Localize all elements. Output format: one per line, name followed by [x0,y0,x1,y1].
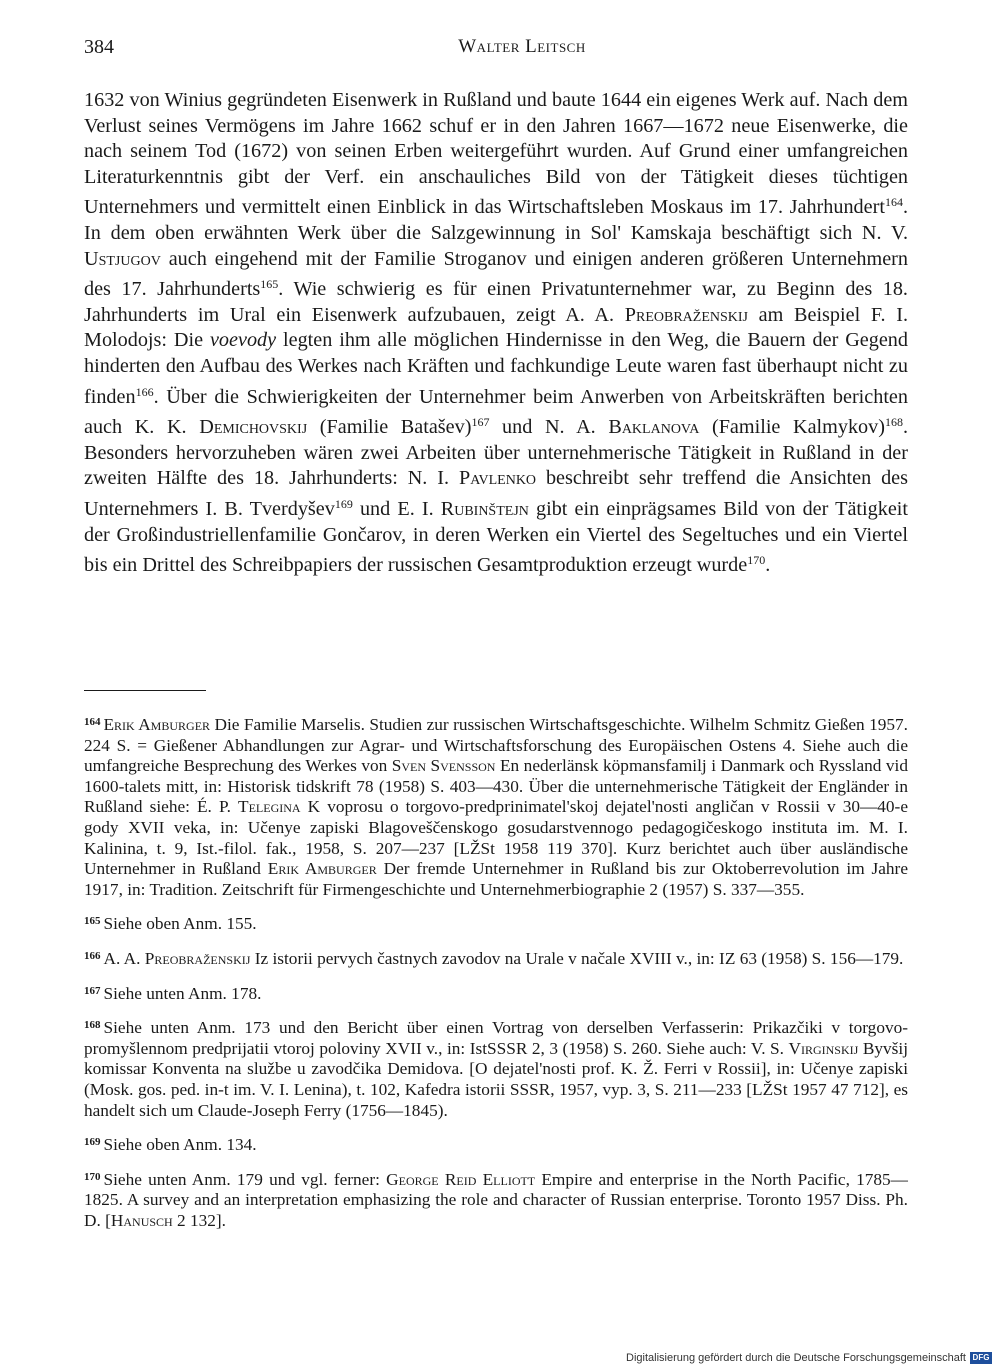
footnote-ref[interactable]: 168 [884,415,903,430]
footnote-number: 167 [84,984,101,997]
dfg-logo-icon: DFG [970,1352,992,1364]
author-name: George Reid Elliott [386,1169,536,1189]
footnotes [84,712,908,1242]
footnote-168 [84,1015,908,1121]
author-name: Demichovskij [199,416,308,439]
text-run: gibt ein einprägsames Bild von der Tätigkeit der Großindustriellenfamilie Gončarov, in deren Werken ein Viertel des Segeltuches und ein Viertel bis ein Drittel des Schreibpapiers der russischen Gesamtproduktion erzeugt wurde [84,497,908,577]
footnote-ref[interactable]: 170 [747,553,766,568]
author-name: Baklanova [608,416,700,439]
text-run: . [765,554,771,577]
footnote-167 [84,981,908,1005]
footnote-ref[interactable]: 167 [471,415,490,430]
text-run: . Über die Schwierigkeiten der Unternehmer beim Anwerben von Arbeitskräften berichten auch K. K. [84,385,908,439]
text-run: und E. I. [352,497,441,520]
text-run: Iz istorii pervych častnych zavodov na Urale v načale XVIII v., in: IZ 63 (1958) S. 156—179. [250,948,904,968]
author-name: Erik Amburger [267,859,377,879]
footnote-separator [84,690,206,691]
footnote-number: 165 [84,915,101,928]
footnote-number: 166 [84,949,101,962]
text-run: (Familie Kalmykov) [699,416,885,439]
body-paragraph [84,88,908,579]
author-name: A. A. Preobraženskij [103,948,251,968]
footnote-ref[interactable]: 165 [260,277,279,292]
text-run: legten ihm alle möglichen Hindernisse in den Weg, die Bauern der Gegend hinderten den Aufbau des Werkes nach Kräften und fachkundige Leute waren fast überhaupt nicht zu finden [84,329,908,408]
text-run: 1632 von Winius gegründeten Eisenwerk in Rußland und baute 1644 ein eigenes Werk auf. Nach dem Verlust seines Vermögens im Jahre 1662 schuf er in den Jahren 1667—1672 neue Eisenwerke, die nach seinem Tod (1672) von seinen Erben weitergeführt wurden. Auf Grund einer umfangreichen Literaturkenntnis gibt der Verf. ein anschauliches Bild von der Tätigkeit dieses tüchtigen Unternehmers und vermittelt einen Einblick in das Wirtschaftsleben Moskaus im 17. Jahrhundert [84,89,908,219]
footnote-ref[interactable]: 166 [135,384,154,399]
text-run: und N. A. [489,416,609,439]
author-name: Ustjugov [84,247,161,270]
author-name: Virginskij [788,1038,859,1058]
text-run: auch eingehend mit der Familie Stroganov und einigen anderen größeren Unternehmern des 17. Jahrhunderts [84,247,908,301]
text-run: K voprosu o torgovo-predprinimatel'skoj dejatel'nosti angličan v Rossii v 30—40-e gody XVII veka, in: Učenye zapiski Blagoveščenskogo gosudarstvennogo pedagogičeskogo instituta im. M. I. Kalinina, t. 9, Ist.-filol. fak., 1958, S. 207—237 [LŽSt 1958 119 370]. Kurz berichtet auch über ausländische Unternehmer in Rußland [84,797,908,879]
text-run: En nederlänsk köpmansfamilj i Danmark och Ryssland vid 1600-talets mitt, in: Historisk tidskrift 78 (1958) S. 403—430. Über die unternehmerische Tätigkeit der Engländer in Rußland siehe: É. P. [84,756,909,817]
text-run: . Besonders hervorzuheben wären zwei Arbeiten über unternehmerische Tätigkeit in Rußland in der zweiten Hälfte des 18. Jahrhunderts: N. I. [84,416,909,490]
footnote-number: 169 [84,1136,101,1149]
footnote-number: 168 [84,1019,101,1032]
text-run: . Wie schwierig es für einen Privatunternehmer war, zu Beginn des 18. Jahrhunderts im Ural ein Eisenwerk aufzubauen, zeigt A. A. [84,278,908,326]
text-run: Siehe oben Anm. 134. [103,1135,257,1155]
author-name: Telegina [238,797,301,817]
main-text [84,88,908,579]
text-run: Siehe oben Anm. 155. [103,914,257,934]
author-name: Rubinštejn [440,497,529,520]
digitization-note: Digitalisierung gefördert durch die Deutsche Forschungsgemeinschaft [626,1352,966,1364]
author-name: Pavlenko [458,467,537,490]
text-run: . In dem oben erwähnten Werk über die Salzgewinnung in Sol' Kamskaja beschäftigt sich N. V. [84,196,908,244]
page-header [84,36,920,64]
text-run: Empire and enterprise in the North Pacific, 1785—1825. A survey and an interpretation emphasizing the role and character of Russian enterprise. Toronto 1957 Diss. Ph. D. [ [84,1169,908,1230]
text-run: beschreibt sehr treffend die Ansichten des Unternehmers I. B. Tverdyšev [84,467,908,520]
text-run: Siehe unten Anm. 178. [103,983,262,1003]
text-run: Die Familie Marselis. Studien zur russischen Wirtschaftsgeschichte. Wilhelm Schmitz Gießen 1957. 224 S. = Gießener Abhandlungen zur Agrar- und Wirtschaftsforschung des Europäischen Ostens 4. Siehe auch die umfangreiche Besprechung des Werkes von [84,715,908,776]
footnote-ref[interactable]: 164 [884,195,903,210]
author-name: Hanusch [110,1210,173,1230]
footnote-166 [84,946,908,970]
footnote-ref[interactable]: 169 [334,496,353,511]
footnote-number: 164 [84,716,101,728]
author-name: Erik Amburger [103,715,211,734]
text-run: Der fremde Unternehmer in Rußland bis zur Oktoberrevolution im Jahre 1917, in: Tradition. Zeitschrift für Firmengeschichte und Unternehmerbiographie 2 (1957) S. 337—355. [84,859,908,899]
text-run: Byvšij komissar Konventa na službe u zavodčika Demidova. [O dejatel'nosti prof. K. Ž. Ferri v Rossii], in: Učenye zapiski (Mosk. gos. ped. in-t im. V. I. Lenina), t. 102, Kafedra istorii SSSR, 1957, vyp. 3, S. 211—233 [LŽSt 1957 47 712], es handelt sich um Claude-Joseph Ferry (1756—1845). [84,1038,908,1120]
running-head: Walter Leitsch [458,36,586,57]
page-number: 384 [84,36,114,58]
footnote-169 [84,1132,908,1156]
text-run: Siehe unten Anm. 179 und vgl. ferner: [103,1169,387,1189]
text-run: (Familie Batašev) [307,416,472,439]
author-name: Sven Svensson [391,756,496,776]
text-run: am Beispiel F. I. Molodojs: Die [84,303,908,352]
text-run: 2 132]. [172,1210,226,1230]
footnote-165 [84,911,908,935]
digitization-footer [626,1350,992,1366]
footnote-164 [84,712,908,900]
author-name: Preobraženskij [624,303,748,326]
footnote-170 [84,1167,908,1232]
italic-term: voevody [209,329,277,352]
text-run: Siehe unten Anm. 173 und den Bericht über einen Vortrag von derselben Verfasserin: Prikazčiki v torgovo-promyšlennom predprijatii vtoroj poloviny XVII v., in: IstSSSR 2, 3 (1958) S. 260. Siehe auch: V. S. [84,1018,908,1058]
footnote-number: 170 [84,1170,101,1183]
